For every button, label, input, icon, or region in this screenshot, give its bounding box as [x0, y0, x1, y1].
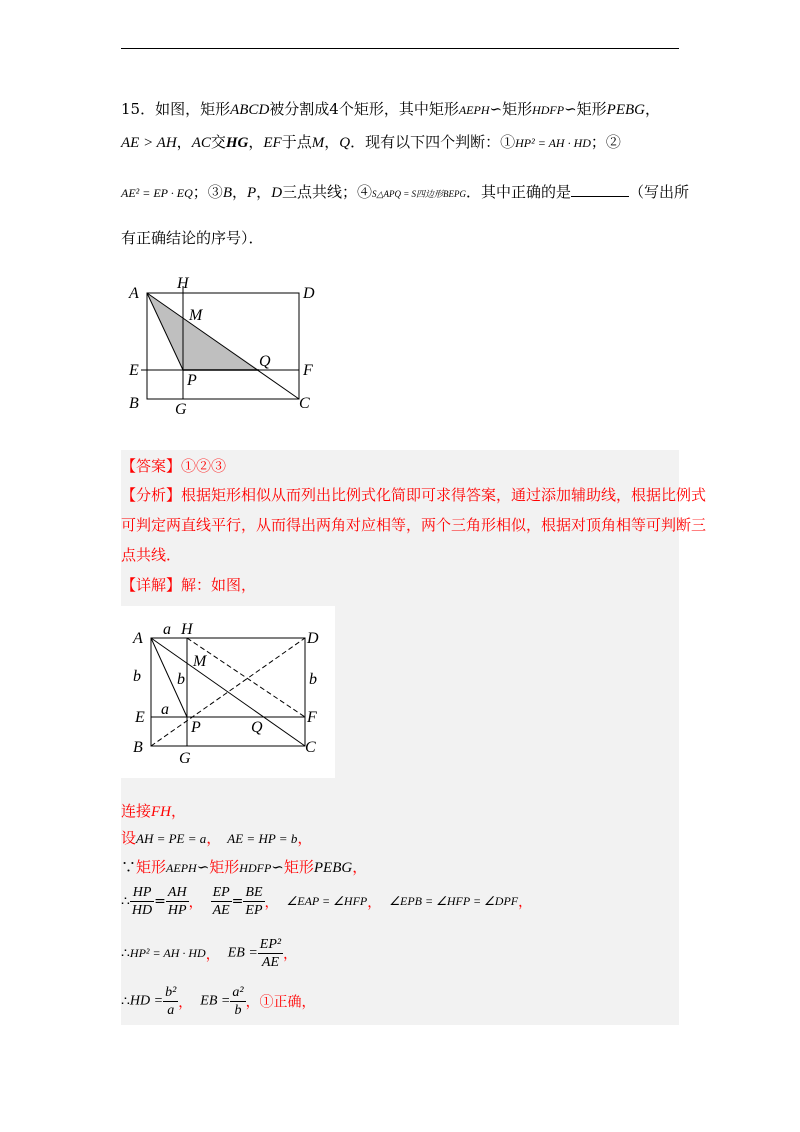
label2-e: E [135, 709, 145, 726]
label2-a-top: a [163, 621, 171, 638]
label2-h: H [181, 621, 193, 638]
label2-f: F [307, 709, 317, 726]
since-line: ∵矩形AEPH∽矩形HDFP∽矩形PEBG， [121, 858, 368, 876]
analysis-line-2: 可判定两直线平行，从而得出两角对应相等，两个三角形相似，根据对顶角相等可判断三 [121, 516, 707, 534]
answer-blank [571, 182, 629, 197]
label2-d: D [307, 630, 319, 647]
result-line-1: ∴HP² = AH · HD， EB = $\frac{\text{EP²}}{AE}$ ， [121, 937, 298, 970]
label-p: P [187, 372, 197, 389]
label-h: H [177, 275, 189, 292]
label-q: Q [259, 353, 271, 370]
label2-b-left: b [133, 668, 141, 685]
fraction-ah-hp: $\frac{AH}{HP}$ [167, 885, 187, 918]
label-m: M [189, 307, 203, 324]
header-rule [121, 48, 679, 49]
fraction-ep2-ae: $\frac{\text{EP²}}{AE}$ [259, 937, 282, 970]
result-line-2: ∴HD = $\frac{\text{b²}}{a}$ ， EB = $\frac{\text{a²}}{b}$ ，①正确， [121, 985, 316, 1018]
figure-2 [121, 606, 335, 778]
fraction-hp-hd: $\frac{HP}{HD}$ [131, 885, 153, 918]
fraction-ep-ae: $\frac{EP}{AE}$ [212, 885, 230, 918]
label2-g: G [179, 750, 191, 767]
answer-line: 【答案】①②③ [121, 457, 227, 475]
question-line-1: 15．如图，矩形ABCD被分割成4个矩形，其中矩形AEPH∽矩形HDFP∽矩形PEBG， [121, 100, 661, 118]
figure-1 [121, 268, 331, 418]
ratio-line: ∴ $\frac{HP}{HD}$ = $\frac{AH}{HP}$ ， $\frac{EP}{AE}$ = $\frac{BE}{EP}$ ， ∠EAP = ∠HFP， ∠EPB = ∠HFP = ∠DPF， [121, 885, 533, 918]
label2-m: M [193, 653, 207, 670]
question-line-4: 有正确结论的序号）． [121, 229, 264, 247]
connect-line: 连接FH， [121, 802, 187, 820]
detail-line: 【详解】解：如图， [121, 576, 257, 594]
label2-b-mid: b [177, 671, 185, 688]
label-e: E [129, 362, 139, 379]
label-d: D [303, 285, 315, 302]
fraction-b2-a: $\frac{\text{b²}}{a}$ [165, 985, 177, 1018]
label2-b-right: b [309, 671, 317, 688]
fraction-a2-b: $\frac{\text{a²}}{b}$ [232, 985, 244, 1018]
label2-a: A [133, 630, 143, 647]
analysis-line-3: 点共线． [121, 546, 182, 564]
label2-q: Q [251, 719, 263, 736]
question-line-2: AE > AH，AC交HG，EF于点M，Q．现有以下四个判断：①HP² = AH · HD；② [121, 133, 621, 151]
label-g: G [175, 401, 187, 418]
label-b: B [129, 395, 139, 412]
label2-a-mid: a [161, 701, 169, 718]
label2-c: C [305, 739, 316, 756]
set-line: 设AH = PE = a， AE = HP = b， [121, 829, 313, 847]
label-f: F [303, 362, 313, 379]
question-line-3: AE² = EP · EQ；③B，P，D三点共线；④S△APQ = S四边形BEPG．其中正确的是 （写出所 [121, 183, 690, 201]
label-a: A [129, 285, 139, 302]
line-ac [147, 293, 299, 399]
label-c: C [299, 395, 310, 412]
label2-b: B [133, 739, 143, 756]
analysis-line-1: 【分析】根据矩形相似从而列出比例式化简即可求得答案，通过添加辅助线，根据比例式 [121, 486, 707, 504]
label2-p: P [191, 719, 201, 736]
fraction-be-ep: $\frac{BE}{EP}$ [245, 885, 263, 918]
